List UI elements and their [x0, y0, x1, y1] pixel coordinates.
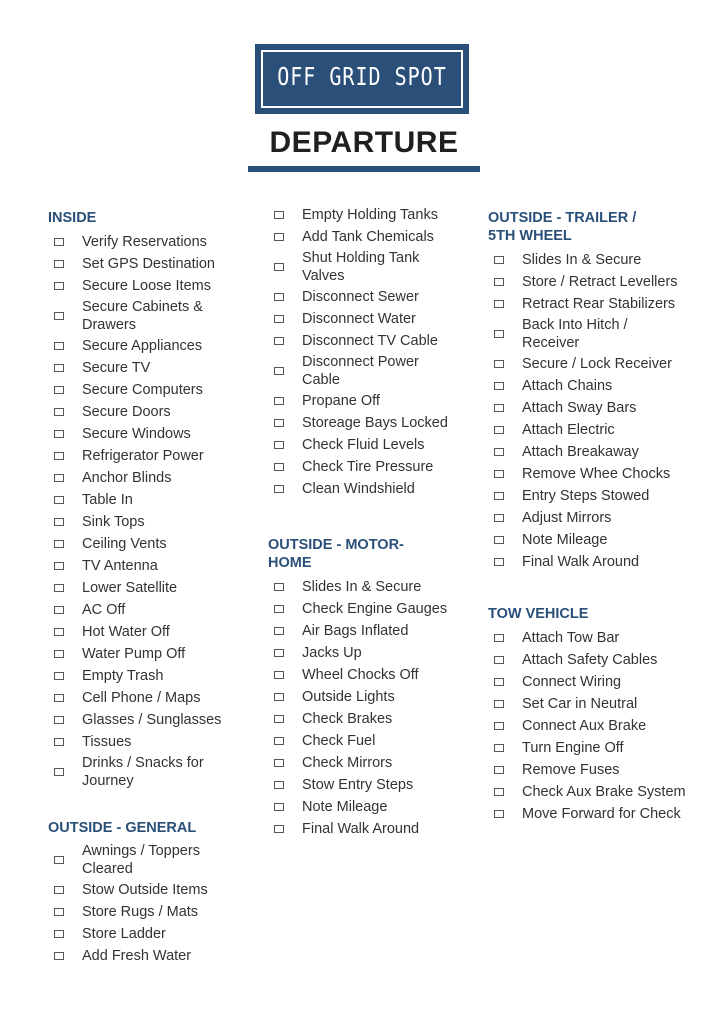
checklist	[48, 841, 228, 967]
checklist-item-label: Store Ladder	[82, 926, 166, 942]
checklist-item-label: Check Tire Pressure	[302, 459, 434, 475]
checkbox[interactable]	[54, 474, 64, 482]
section-general-continued	[268, 204, 458, 500]
checklist-item	[268, 642, 458, 664]
checkbox[interactable]	[274, 367, 284, 375]
checklist-item-label: Check Mirrors	[302, 755, 393, 771]
checkbox[interactable]	[494, 330, 504, 338]
checklist-item	[268, 330, 458, 352]
checkbox[interactable]	[494, 382, 504, 390]
checklist-item-label: Jacks Up	[302, 645, 362, 661]
checklist-item-label: Add Tank Chemicals	[302, 229, 434, 245]
checkbox[interactable]	[494, 700, 504, 708]
checklist-item-label: Disconnect Water	[302, 311, 416, 327]
checklist-item	[48, 357, 228, 379]
checklist-item-label: Remove Whee Chocks	[522, 466, 671, 482]
checklist-item	[488, 627, 688, 649]
checklist-item-label: Secure / Lock Receiver	[522, 356, 672, 372]
checkbox[interactable]	[494, 744, 504, 752]
checklist-item-label: Slides In & Secure	[302, 579, 422, 595]
checkbox[interactable]	[274, 715, 284, 723]
checklist-item	[488, 315, 688, 353]
checklist-item	[48, 621, 228, 643]
checklist	[268, 576, 458, 840]
checklist-item	[268, 412, 458, 434]
checklist-item	[268, 352, 458, 390]
checklist-item-label: Turn Engine Off	[522, 740, 624, 756]
checklist-item	[488, 551, 688, 573]
checkbox[interactable]	[274, 463, 284, 471]
checklist-item-label: Final Walk Around	[302, 821, 420, 837]
checklist-item	[48, 335, 228, 357]
checklist-item	[488, 671, 688, 693]
checkbox[interactable]	[54, 606, 64, 614]
checklist-item-label: Stow Outside Items	[82, 882, 208, 898]
checklist-item-label: Anchor Blinds	[82, 470, 172, 486]
checklist-item-label: Note Mileage	[522, 532, 608, 548]
checkbox[interactable]	[274, 671, 284, 679]
checkbox[interactable]	[54, 628, 64, 636]
checkbox[interactable]	[494, 448, 504, 456]
section-outside-motorhome	[268, 536, 458, 840]
checklist-item	[268, 818, 458, 840]
checklist-item	[268, 708, 458, 730]
checkbox[interactable]	[54, 908, 64, 916]
checklist-item-label: Move Forward for Check	[522, 806, 681, 822]
checklist-item	[48, 533, 228, 555]
checklist	[48, 231, 228, 791]
checklist-item-label: Air Bags Inflated	[302, 623, 409, 639]
checklist-item	[268, 390, 458, 412]
checklist	[268, 204, 458, 500]
checklist-item	[48, 489, 228, 511]
checkbox[interactable]	[494, 256, 504, 264]
checklist-item-label: Secure Loose Items	[82, 278, 211, 294]
checklist-item	[268, 478, 458, 500]
checklist-item-label: Attach Electric	[522, 422, 615, 438]
checkbox[interactable]	[274, 441, 284, 449]
checklist-item-label: Drinks / Snacks for Journey	[82, 755, 204, 789]
checkbox[interactable]	[54, 238, 64, 246]
checkbox[interactable]	[494, 788, 504, 796]
checklist-item-label: Check Brakes	[302, 711, 393, 727]
checklist-item	[48, 945, 228, 967]
checklist-item	[48, 665, 228, 687]
checklist-item-label: Storeage Bays Locked	[302, 415, 448, 431]
checklist-item	[268, 204, 458, 226]
checkbox[interactable]	[274, 803, 284, 811]
checklist-item-label: Refrigerator Power	[82, 448, 204, 464]
checklist-item	[48, 401, 228, 423]
checkbox[interactable]	[274, 397, 284, 405]
checklist-item-label: Secure Doors	[82, 404, 171, 420]
checkbox[interactable]	[494, 514, 504, 522]
checkbox[interactable]	[274, 627, 284, 635]
checkbox[interactable]	[494, 678, 504, 686]
checklist	[488, 249, 688, 573]
section-heading: OUTSIDE - GENERAL	[48, 820, 197, 836]
checklist-item	[48, 687, 228, 709]
checklist-item	[268, 686, 458, 708]
checklist-item-label: Shut Holding Tank Valves	[302, 250, 420, 284]
checklist-item	[488, 759, 688, 781]
checklist-item-label: Ceiling Vents	[82, 536, 167, 552]
checklist-item	[488, 353, 688, 375]
logo	[255, 44, 469, 114]
checklist-item	[48, 879, 228, 901]
checklist-item-label: Entry Steps Stowed	[522, 488, 650, 504]
checklist-item	[488, 485, 688, 507]
checklist-item	[48, 253, 228, 275]
checklist-item	[268, 248, 458, 286]
checklist-item	[488, 649, 688, 671]
checklist-item-label: Verify Reservations	[82, 234, 207, 250]
checkbox[interactable]	[54, 768, 64, 776]
checklist-item	[488, 397, 688, 419]
checklist-item	[48, 511, 228, 533]
checkbox[interactable]	[54, 738, 64, 746]
checkbox[interactable]	[494, 656, 504, 664]
checkbox[interactable]	[494, 360, 504, 368]
checklist-item-label: Empty Holding Tanks	[302, 207, 438, 223]
checklist-item-label: Secure Windows	[82, 426, 191, 442]
section-heading: OUTSIDE - MOTOR-HOME	[268, 537, 404, 571]
checklist-item	[488, 693, 688, 715]
checklist-item	[488, 715, 688, 737]
section-outside-general	[48, 819, 228, 967]
checklist-item-label: Attach Chains	[522, 378, 613, 394]
checklist-item-label: Connect Aux Brake	[522, 718, 647, 734]
checklist-item	[268, 576, 458, 598]
checklist-item	[488, 529, 688, 551]
checklist-item	[48, 731, 228, 753]
checklist-item-label: Tissues	[82, 734, 132, 750]
checklist-item	[268, 774, 458, 796]
checkbox[interactable]	[54, 408, 64, 416]
checkbox[interactable]	[494, 810, 504, 818]
checkbox[interactable]	[54, 952, 64, 960]
checklist-item-label: Remove Fuses	[522, 762, 620, 778]
checkbox[interactable]	[54, 540, 64, 548]
section-outside-trailer	[488, 209, 688, 573]
checkbox[interactable]	[54, 584, 64, 592]
checklist-item-label: Table In	[82, 492, 133, 508]
checklist-item	[48, 555, 228, 577]
checkbox[interactable]	[274, 781, 284, 789]
checklist-item-label: Hot Water Off	[82, 624, 170, 640]
checkbox[interactable]	[54, 562, 64, 570]
checklist-item	[488, 293, 688, 315]
checkbox[interactable]	[274, 293, 284, 301]
checkbox[interactable]	[274, 649, 284, 657]
checkbox[interactable]	[54, 260, 64, 268]
section-heading: OUTSIDE - TRAILER / 5TH WHEEL	[488, 210, 637, 244]
checkbox[interactable]	[54, 886, 64, 894]
checklist-item-label: TV Antenna	[82, 558, 158, 574]
checkbox[interactable]	[54, 672, 64, 680]
checklist-item	[488, 375, 688, 397]
checkbox[interactable]	[54, 496, 64, 504]
checklist-item	[268, 308, 458, 330]
checklist-item	[488, 441, 688, 463]
checkbox[interactable]	[274, 825, 284, 833]
checklist	[488, 627, 688, 825]
column-2	[268, 204, 458, 840]
checklist-item-label: Adjust Mirrors	[522, 510, 612, 526]
checklist-item-label: Check Aux Brake System	[522, 784, 686, 800]
section-inside	[48, 209, 228, 791]
checklist-item-label: Disconnect Power Cable	[302, 354, 419, 388]
checklist-item-label: Lower Satellite	[82, 580, 178, 596]
checklist-item-label: Set GPS Destination	[82, 256, 215, 272]
checkbox[interactable]	[54, 282, 64, 290]
checklist-item-label: Clean Windshield	[302, 481, 415, 497]
checklist-item-label: Slides In & Secure	[522, 252, 642, 268]
checkbox[interactable]	[274, 759, 284, 767]
section-tow-vehicle	[488, 605, 688, 825]
checklist-item-label: Final Walk Around	[522, 554, 640, 570]
checkbox[interactable]	[274, 485, 284, 493]
checkbox[interactable]	[54, 856, 64, 864]
checkbox[interactable]	[494, 558, 504, 566]
checkbox[interactable]	[494, 492, 504, 500]
checkbox[interactable]	[274, 211, 284, 219]
checklist-item-label: Glasses / Sunglasses	[82, 712, 222, 728]
checklist-item	[48, 445, 228, 467]
checkbox[interactable]	[274, 315, 284, 323]
checklist-item-label: Back Into Hitch / Receiver	[522, 317, 628, 351]
checkbox[interactable]	[494, 470, 504, 478]
checklist-item	[268, 752, 458, 774]
checkbox[interactable]	[274, 419, 284, 427]
checklist-item-label: Awnings / Toppers Cleared	[82, 843, 200, 877]
checklist-item-label: Check Fluid Levels	[302, 437, 425, 453]
checklist-item-label: Attach Safety Cables	[522, 652, 658, 668]
checklist-item	[268, 598, 458, 620]
checklist-item-label: Secure TV	[82, 360, 151, 376]
checkbox[interactable]	[494, 300, 504, 308]
checklist-item-label: Stow Entry Steps	[302, 777, 414, 793]
checklist-item	[488, 249, 688, 271]
checklist-item-label: Note Mileage	[302, 799, 388, 815]
checklist-item-label: Cell Phone / Maps	[82, 690, 201, 706]
checklist-item-label: Store / Retract Levellers	[522, 274, 678, 290]
section-heading: TOW VEHICLE	[488, 606, 589, 622]
checklist-item	[488, 803, 688, 825]
checkbox[interactable]	[54, 342, 64, 350]
checkbox[interactable]	[494, 634, 504, 642]
checklist-item	[48, 709, 228, 731]
checkbox[interactable]	[54, 430, 64, 438]
checkbox[interactable]	[494, 404, 504, 412]
checkbox[interactable]	[54, 452, 64, 460]
checkbox[interactable]	[54, 386, 64, 394]
checkbox[interactable]	[274, 263, 284, 271]
column-1	[48, 209, 228, 967]
checklist-item	[48, 599, 228, 621]
checklist-item	[48, 275, 228, 297]
checklist-item-label: Empty Trash	[82, 668, 164, 684]
checklist-item	[48, 643, 228, 665]
checklist-item-label: Check Fuel	[302, 733, 376, 749]
checklist-item	[268, 730, 458, 752]
checklist-item	[48, 923, 228, 945]
checklist-item-label: Secure Appliances	[82, 338, 203, 354]
title-underline	[248, 166, 480, 172]
checklist-item-label: Store Rugs / Mats	[82, 904, 199, 920]
checklist-item	[268, 796, 458, 818]
page-title: DEPARTURE	[269, 126, 459, 159]
checklist-item	[488, 463, 688, 485]
checklist-item	[488, 507, 688, 529]
checklist-item-label: Secure Cabinets & Drawers	[82, 299, 203, 333]
checklist-item	[48, 577, 228, 599]
section-heading: INSIDE	[48, 210, 97, 226]
checkbox[interactable]	[54, 364, 64, 372]
checkbox[interactable]	[54, 650, 64, 658]
checkbox[interactable]	[274, 583, 284, 591]
column-3	[488, 209, 688, 825]
checkbox[interactable]	[274, 233, 284, 241]
checklist-item	[488, 271, 688, 293]
checklist-item-label: Propane Off	[302, 393, 380, 409]
checklist-item-label: Outside Lights	[302, 689, 395, 705]
checklist-item-label: Attach Breakaway	[522, 444, 639, 460]
checklist-item	[268, 286, 458, 308]
checklist-item	[48, 841, 228, 879]
checkbox[interactable]	[494, 278, 504, 286]
checkbox[interactable]	[494, 722, 504, 730]
checklist-item	[48, 379, 228, 401]
checklist-item	[488, 737, 688, 759]
checkbox[interactable]	[274, 693, 284, 701]
checklist-item-label: Attach Tow Bar	[522, 630, 620, 646]
checklist-item	[488, 419, 688, 441]
checklist-item-label: Water Pump Off	[82, 646, 186, 662]
checklist-item-label: Wheel Chocks Off	[302, 667, 419, 683]
checklist-item	[48, 753, 228, 791]
checklist-item	[48, 423, 228, 445]
checklist-item	[48, 231, 228, 253]
checkbox[interactable]	[54, 930, 64, 938]
checkbox[interactable]	[274, 737, 284, 745]
checklist-item-label: Connect Wiring	[522, 674, 622, 690]
checklist-item	[48, 901, 228, 923]
checklist-item-label: Disconnect TV Cable	[302, 333, 438, 349]
checklist-item-label: Check Engine Gauges	[302, 601, 448, 617]
checkbox[interactable]	[54, 312, 64, 320]
checkbox[interactable]	[274, 605, 284, 613]
checklist-item-label: Attach Sway Bars	[522, 400, 637, 416]
checklist-item	[488, 781, 688, 803]
checklist-item	[268, 620, 458, 642]
checklist-item-label: Retract Rear Stabilizers	[522, 296, 676, 312]
checkbox[interactable]	[274, 337, 284, 345]
checklist-item	[48, 467, 228, 489]
checklist-item-label: Sink Tops	[82, 514, 145, 530]
checklist-item	[268, 226, 458, 248]
checkbox[interactable]	[494, 536, 504, 544]
checklist-item	[268, 456, 458, 478]
checklist-item-label: AC Off	[82, 602, 126, 618]
checklist-item-label: Add Fresh Water	[82, 948, 192, 964]
checklist-item-label: Secure Computers	[82, 382, 203, 398]
checkbox[interactable]	[54, 694, 64, 702]
checkbox[interactable]	[54, 518, 64, 526]
checklist-item	[268, 664, 458, 686]
checklist-item-label: Disconnect Sewer	[302, 289, 419, 305]
checkbox[interactable]	[494, 426, 504, 434]
checklist-item	[48, 297, 228, 335]
logo-text: OFF GRID SPOT	[277, 61, 447, 91]
checklist-item	[268, 434, 458, 456]
checkbox[interactable]	[494, 766, 504, 774]
checklist-item-label: Set Car in Neutral	[522, 696, 638, 712]
checkbox[interactable]	[54, 716, 64, 724]
